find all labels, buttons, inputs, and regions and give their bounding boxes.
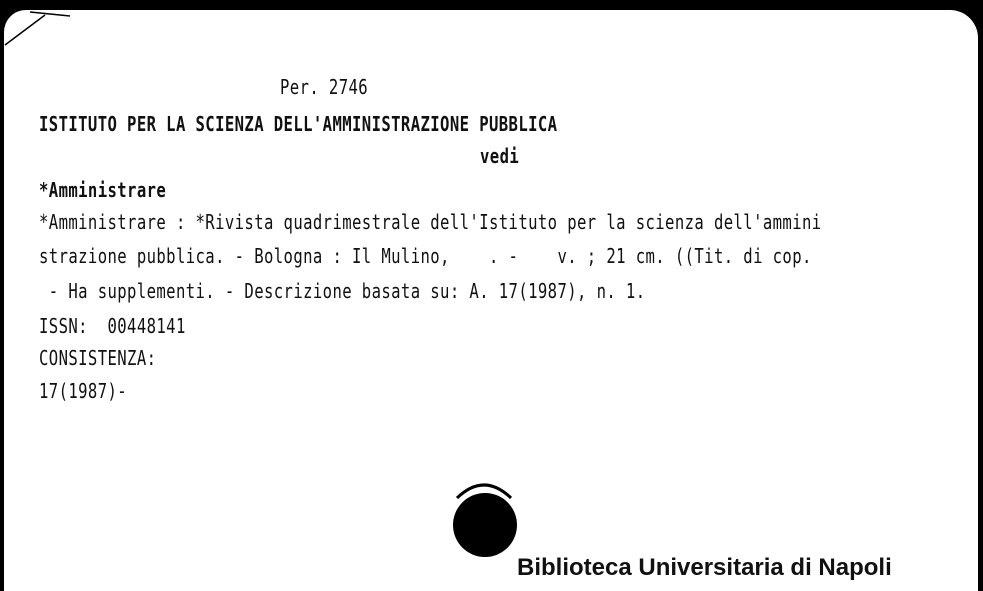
description-line: - Ha supplementi. - Descrizione basata su: A. 17(1987), n. 1. [39, 279, 646, 303]
library-stamp: Biblioteca Universitaria di Napoli [517, 554, 892, 581]
card-corner-scratch [0, 0, 120, 60]
issn: ISSN: 00448141 [39, 314, 186, 338]
punch-hole [453, 493, 517, 557]
description-line: *Amministrare : *Rivista quadrimestrale dell'Istituto per la scienza dell'ammini [39, 210, 822, 234]
holdings-value: 17(1987)- [39, 379, 128, 403]
main-heading: ISTITUTO PER LA SCIENZA DELL'AMMINISTRAZIONE PUBBLICA [39, 112, 558, 136]
description-line: strazione pubblica. - Bologna : Il Mulino, . - v. ; 21 cm. ((Tit. di cop. [39, 244, 812, 268]
see-reference: vedi [480, 144, 520, 168]
title-entry: *Amministrare [39, 178, 167, 202]
holdings-label: CONSISTENZA: [39, 346, 157, 370]
shelfmark: Per. 2746 [280, 75, 369, 99]
